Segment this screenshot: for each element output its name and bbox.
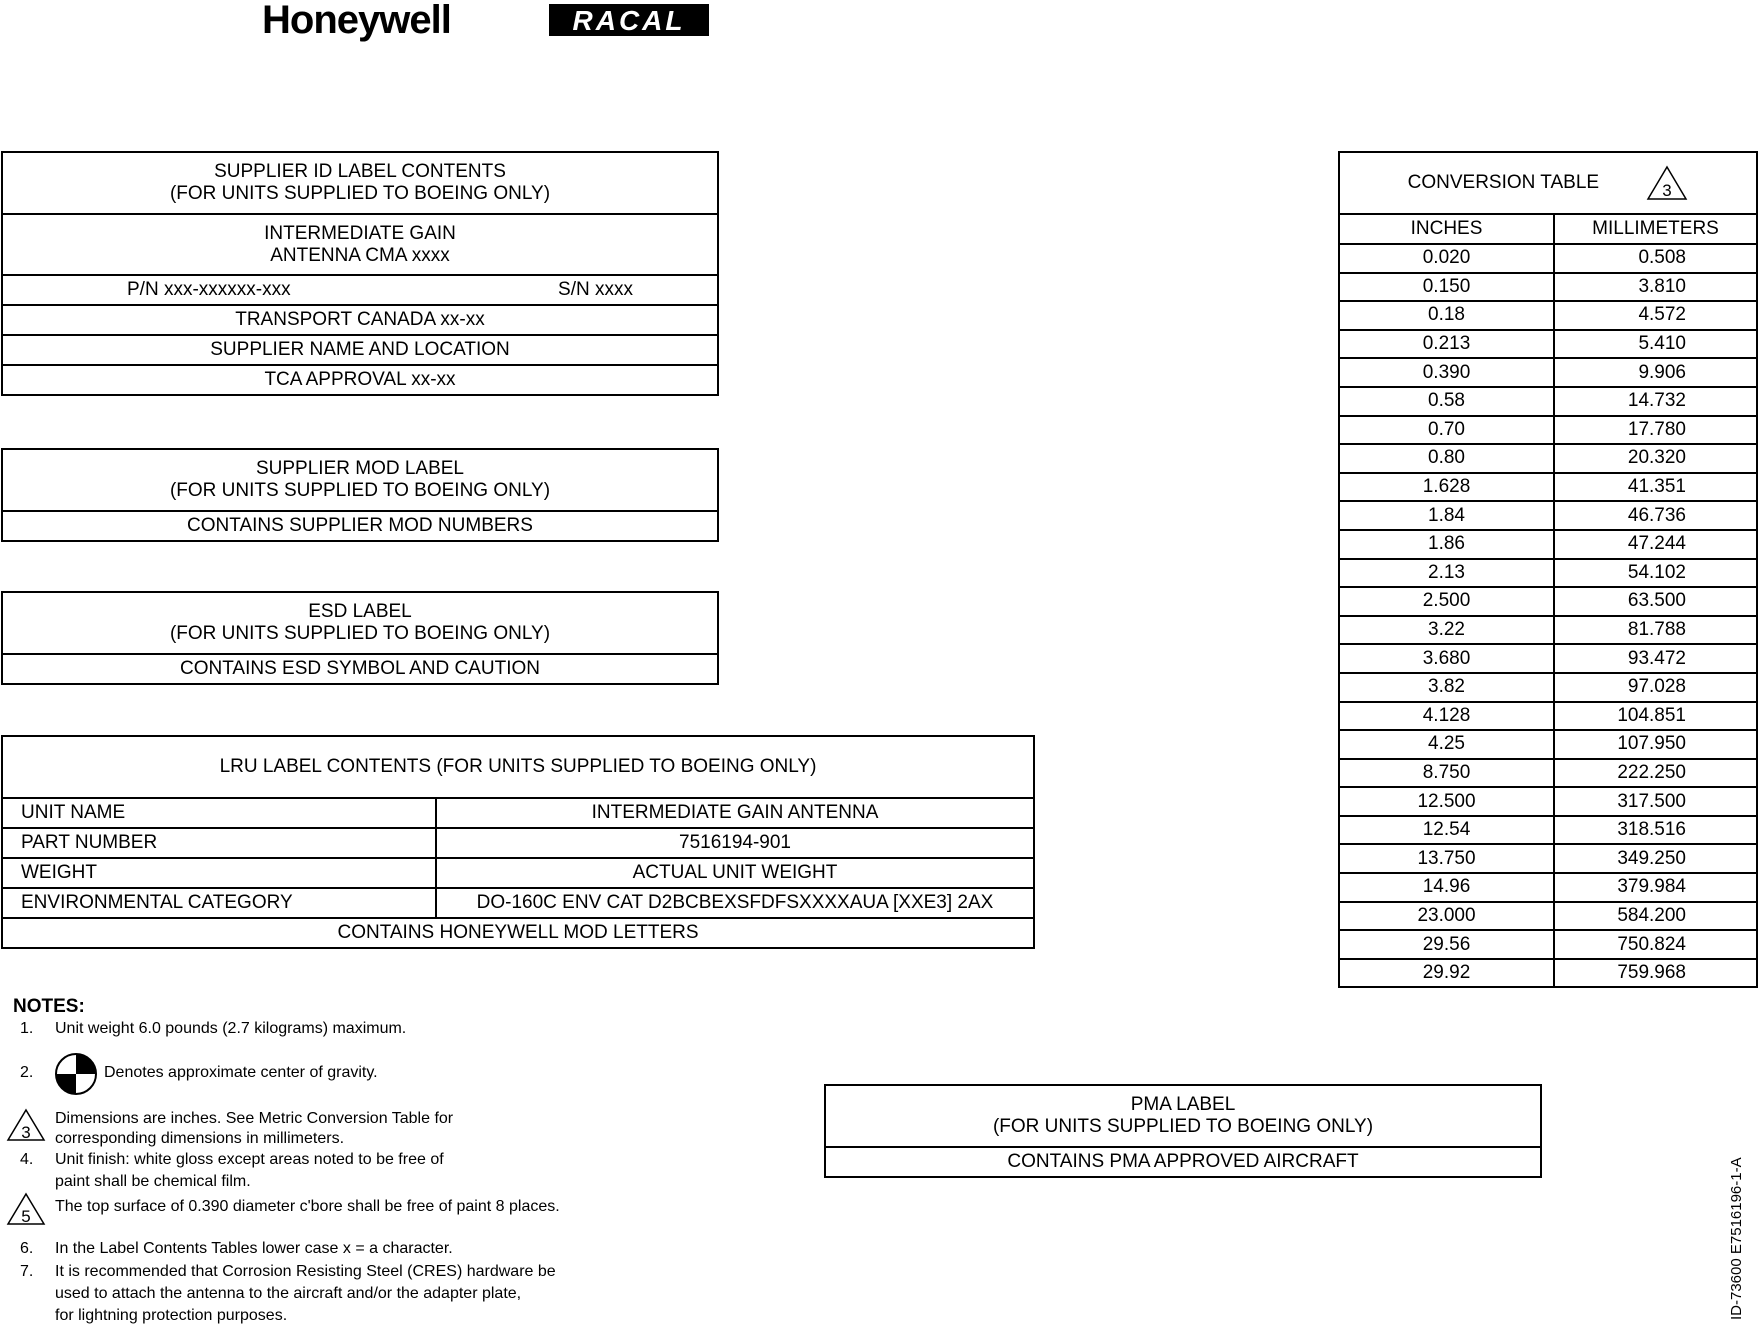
inches-cell: 3.82 <box>1339 673 1554 702</box>
svg-text:5: 5 <box>21 1207 31 1226</box>
conversion-row <box>1339 501 1757 530</box>
lru-unit-name-value: INTERMEDIATE GAIN ANTENNA <box>436 798 1034 828</box>
millimeters-cell: 54.102 <box>1554 559 1757 588</box>
supplier-id-name: SUPPLIER NAME AND LOCATION <box>2 335 718 365</box>
lru-footer: CONTAINS HONEYWELL MOD LETTERS <box>2 918 1034 948</box>
lru-weight-value: ACTUAL UNIT WEIGHT <box>436 858 1034 888</box>
svg-text:3: 3 <box>1662 181 1673 200</box>
esd-title: ESD LABEL (FOR UNITS SUPPLIED TO BOEING ONLY) <box>2 592 718 654</box>
conversion-row <box>1339 330 1757 359</box>
millimeters-cell: 20.320 <box>1554 444 1757 473</box>
inches-cell: 0.020 <box>1339 244 1554 273</box>
inches-cell: 23.000 <box>1339 902 1554 931</box>
inches-cell: 14.96 <box>1339 873 1554 902</box>
conversion-row <box>1339 702 1757 731</box>
conversion-row <box>1339 759 1757 788</box>
conversion-row <box>1339 587 1757 616</box>
millimeters-cell: 9.906 <box>1554 358 1757 387</box>
inches-cell: 13.750 <box>1339 844 1554 873</box>
millimeters-cell: 47.244 <box>1554 530 1757 559</box>
esd-contents: CONTAINS ESD SYMBOL AND CAUTION <box>2 654 718 684</box>
millimeters-cell: 46.736 <box>1554 501 1757 530</box>
conversion-row <box>1339 387 1757 416</box>
supplier-mod-contents: CONTAINS SUPPLIER MOD NUMBERS <box>2 511 718 541</box>
millimeters-cell: 17.780 <box>1554 416 1757 445</box>
note-7: 7. It is recommended that Corrosion Resisting Steel (CRES) hardware be used to attach the antenna to the aircraft and/or the adapter plate, for lightning protection purposes. <box>20 1263 556 1324</box>
millimeters-cell: 14.732 <box>1554 387 1757 416</box>
col-inches-header: INCHES <box>1339 214 1554 244</box>
inches-cell: 3.680 <box>1339 644 1554 673</box>
supplier-id-antenna: INTERMEDIATE GAIN ANTENNA CMA xxxx <box>2 214 718 275</box>
millimeters-cell: 63.500 <box>1554 587 1757 616</box>
lru-unit-name-label: UNIT NAME <box>2 798 436 828</box>
racal-logo <box>549 4 709 36</box>
inches-cell: 0.390 <box>1339 358 1554 387</box>
center-of-gravity-icon <box>54 1052 98 1096</box>
supplier-id-label-table <box>1 151 719 396</box>
lru-weight-label: WEIGHT <box>2 858 436 888</box>
millimeters-cell: 317.500 <box>1554 787 1757 816</box>
conversion-row <box>1339 902 1757 931</box>
flag-note-3-icon <box>1646 165 1688 201</box>
inches-cell: 0.70 <box>1339 416 1554 445</box>
millimeters-cell: 584.200 <box>1554 902 1757 931</box>
inches-cell: 1.84 <box>1339 501 1554 530</box>
conversion-row <box>1339 416 1757 445</box>
conversion-row <box>1339 530 1757 559</box>
inches-cell: 29.56 <box>1339 930 1554 959</box>
supplier-mod-label-table <box>1 448 719 542</box>
pma-contents: CONTAINS PMA APPROVED AIRCRAFT <box>825 1147 1541 1177</box>
inches-cell: 1.628 <box>1339 473 1554 502</box>
honeywell-logo: Honeywell <box>262 0 451 42</box>
conversion-row <box>1339 473 1757 502</box>
serial-number-text: S/N xxxx <box>558 279 633 300</box>
millimeters-cell: 318.516 <box>1554 816 1757 845</box>
conversion-table <box>1338 151 1758 988</box>
millimeters-cell: 104.851 <box>1554 702 1757 731</box>
conversion-row <box>1339 844 1757 873</box>
svg-text:3: 3 <box>21 1123 31 1142</box>
millimeters-cell: 3.810 <box>1554 273 1757 302</box>
millimeters-cell: 93.472 <box>1554 644 1757 673</box>
millimeters-cell: 759.968 <box>1554 959 1757 988</box>
pma-title: PMA LABEL (FOR UNITS SUPPLIED TO BOEING ONLY) <box>825 1085 1541 1147</box>
notes-heading: NOTES: <box>13 996 85 1017</box>
supplier-id-pn-sn <box>2 275 718 305</box>
part-number-text: P/N xxx-xxxxxx-xxx <box>127 279 291 300</box>
inches-cell: 3.22 <box>1339 616 1554 645</box>
conversion-row <box>1339 873 1757 902</box>
supplier-mod-title: SUPPLIER MOD LABEL (FOR UNITS SUPPLIED TO BOEING ONLY) <box>2 449 718 511</box>
millimeters-cell: 4.572 <box>1554 301 1757 330</box>
conversion-row <box>1339 444 1757 473</box>
inches-cell: 12.54 <box>1339 816 1554 845</box>
inches-cell: 4.128 <box>1339 702 1554 731</box>
note-2: 2. Denotes approximate center of gravity. <box>0 1052 760 1096</box>
millimeters-cell: 0.508 <box>1554 244 1757 273</box>
conversion-row <box>1339 273 1757 302</box>
millimeters-cell: 750.824 <box>1554 930 1757 959</box>
inches-cell: 2.13 <box>1339 559 1554 588</box>
conversion-row <box>1339 244 1757 273</box>
conversion-row <box>1339 816 1757 845</box>
millimeters-cell: 97.028 <box>1554 673 1757 702</box>
millimeters-cell: 349.250 <box>1554 844 1757 873</box>
lru-part-number-value: 7516194-901 <box>436 828 1034 858</box>
lru-title: LRU LABEL CONTENTS (FOR UNITS SUPPLIED TO BOEING ONLY) <box>2 736 1034 798</box>
esd-label-table <box>1 591 719 685</box>
inches-cell: 2.500 <box>1339 587 1554 616</box>
inches-cell: 29.92 <box>1339 959 1554 988</box>
conversion-row <box>1339 616 1757 645</box>
inches-cell: 0.80 <box>1339 444 1554 473</box>
inches-cell: 4.25 <box>1339 730 1554 759</box>
flag-note-5-icon <box>6 1192 46 1226</box>
conversion-row <box>1339 959 1757 988</box>
supplier-id-title: SUPPLIER ID LABEL CONTENTS (FOR UNITS SUPPLIED TO BOEING ONLY) <box>2 152 718 214</box>
conversion-table-body <box>1339 244 1757 987</box>
conversion-row <box>1339 930 1757 959</box>
drawing-id: ID-73600 E7516196-1-A <box>1728 1157 1745 1320</box>
supplier-id-tca: TCA APPROVAL xx-xx <box>2 365 718 395</box>
conversion-table-title: CONVERSION TABLE 3 <box>1339 152 1757 214</box>
millimeters-cell: 81.788 <box>1554 616 1757 645</box>
supplier-id-transport: TRANSPORT CANADA xx-xx <box>2 305 718 335</box>
millimeters-cell: 379.984 <box>1554 873 1757 902</box>
millimeters-cell: 5.410 <box>1554 330 1757 359</box>
racal-logo-text: RACAL <box>572 5 686 36</box>
inches-cell: 8.750 <box>1339 759 1554 788</box>
note-3: 3 Dimensions are inches. See Metric Conversion Table for corresponding dimensions in millimeters. <box>0 1108 760 1152</box>
conversion-row <box>1339 730 1757 759</box>
lru-env-category-value: DO-160C ENV CAT D2BCBEXSFDFSXXXXAUA [XXE3] 2AX <box>436 888 1034 918</box>
lru-env-category-label: ENVIRONMENTAL CATEGORY <box>2 888 436 918</box>
note-4: 4. Unit finish: white gloss except areas noted to be free of paint shall be chemical film. <box>20 1151 444 1190</box>
inches-cell: 0.18 <box>1339 301 1554 330</box>
inches-cell: 1.86 <box>1339 530 1554 559</box>
conversion-row <box>1339 787 1757 816</box>
conversion-row <box>1339 559 1757 588</box>
note-5: 5 The top surface of 0.390 diameter c'bore shall be free of paint 8 places. <box>0 1192 760 1226</box>
conversion-row <box>1339 673 1757 702</box>
inches-cell: 0.213 <box>1339 330 1554 359</box>
conversion-row <box>1339 644 1757 673</box>
flag-note-3-icon <box>6 1108 46 1142</box>
pma-label-table <box>824 1084 1542 1178</box>
inches-cell: 0.150 <box>1339 273 1554 302</box>
millimeters-cell: 41.351 <box>1554 473 1757 502</box>
millimeters-cell: 222.250 <box>1554 759 1757 788</box>
lru-part-number-label: PART NUMBER <box>2 828 436 858</box>
col-millimeters-header: MILLIMETERS <box>1554 214 1757 244</box>
inches-cell: 12.500 <box>1339 787 1554 816</box>
lru-label-table <box>1 735 1035 949</box>
conversion-row <box>1339 358 1757 387</box>
inches-cell: 0.58 <box>1339 387 1554 416</box>
conversion-row <box>1339 301 1757 330</box>
millimeters-cell: 107.950 <box>1554 730 1757 759</box>
